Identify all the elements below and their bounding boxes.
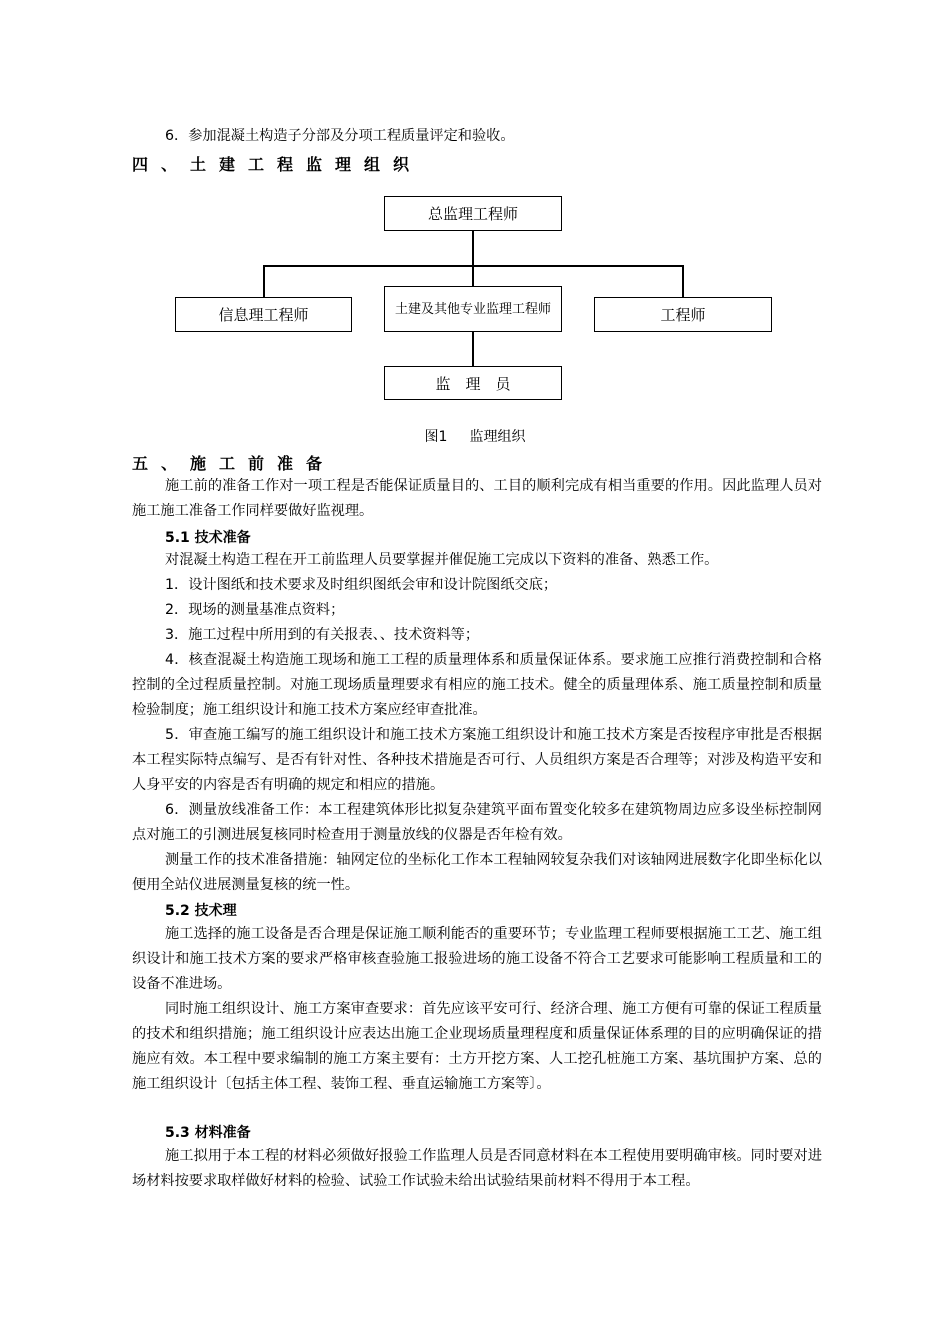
s51-item-6: 6．测量放线准备工作：本工程建筑体形比拟复杂建筑平面布置变化较多在建筑物周边应多设坐标控制网点对施工的引测进展复核同时检查用于测量放线的仪器是否年检有效。: [132, 802, 822, 843]
s52-paragraph-1: 施工选择的施工设备是否合理是保证施工顺利能否的重要环节；专业监理工程师要根据施工工艺、施工组织设计和施工技术方案的要求严格审核查验施工报验进场的施工设备不符合工艺要求可能影响工程质量和工的设备不准进场。: [132, 926, 822, 992]
s51-measurement-paragraph: 测量工作的技术准备措施：轴网定位的坐标化工作本工程轴网较复杂我们对该轴网进展数字化即坐标化以便用全站仪进展测量复核的统一性。: [132, 852, 822, 893]
s51-item-5: 5．审查施工编写的施工组织设计和施工技术方案施工组织设计和施工技术方案是否按程序审批是否根据本工程实际特点编写、是否有针对性、各种技术措施是否可行、人员组织方案是否合理等；对涉及构造平安和人身平安的内容是否有明确的规定和相应的措施。: [132, 727, 822, 793]
chart-connector: [682, 265, 684, 298]
subsection-5-1-heading: 5.1 技术准备: [165, 530, 251, 546]
s51-item-2: 2．现场的测量基准点资料；: [165, 602, 345, 618]
section-5-heading: 五、施工前准备: [132, 454, 336, 473]
s53-paragraph-1: 施工拟用于本工程的材料必须做好报验工作监理人员是否同意材料在本工程使用要明确审核。同时要对进场材料按要求取样做好材料的检验、试验工作试验未给出试验结果前材料不得用于本工程。: [132, 1148, 822, 1189]
top-list-item: 6．参加混凝土构造子分部及分项工程质量评定和验收。: [165, 128, 515, 144]
s51-item-4: 4．核查混凝土构造施工现场和施工工程的质量理体系和质量保证体系。要求施工应推行消费控制和合格控制的全过程质量控制。对施工现场质量理要求有相应的施工技术。健全的质量理体系、施工质量控制和质量检验制度；施工组织设计和施工技术方案应经审查批准。: [132, 652, 822, 718]
subsection-5-3-heading: 5.3 材料准备: [165, 1125, 251, 1141]
section-4-heading: 四、土建工程监理组织: [132, 155, 423, 174]
chart-connector: [472, 265, 474, 287]
org-node-center: 土建及其他专业监理工程师: [384, 286, 562, 332]
s51-item-3: 3．施工过程中所用到的有关报表、、技术资料等；: [165, 627, 480, 643]
org-node-chief: 总监理工程师: [384, 196, 562, 231]
figure-title: 监理组织: [469, 429, 526, 445]
chart-connector: [472, 230, 474, 266]
subsection-5-2-heading: 5.2 技术理: [165, 903, 237, 919]
org-node-bottom: 监 理 员: [384, 366, 562, 400]
org-node-left: 信息理工程师: [175, 297, 352, 332]
s52-paragraph-2: 同时施工组织设计、施工方案审查要求：首先应该平安可行、经济合理、施工方便有可靠的保证工程质量的技术和组织措施；施工组织设计应表达出施工企业现场质量理程度和质量保证体系理的目的应明确保证的措施应有效。本工程中要求编制的施工方案主要有：土方开挖方案、人工挖孔桩施工方案、基坑围护方案、总的施工组织设计〔包括主体工程、装饰工程、垂直运输施工方案等〕。: [132, 1001, 822, 1092]
chart-connector: [472, 331, 474, 368]
s51-lead: 对混凝土构造工程在开工前监理人员要掌握并催促施工完成以下资料的准备、熟悉工作。: [165, 552, 719, 568]
intro-paragraph: 施工前的准备工作对一项工程是否能保证质量目的、工目的顺利完成有相当重要的作用。因此监理人员对施工施工准备工作同样要做好监视理。: [132, 478, 822, 519]
org-node-right: 工程师: [594, 297, 772, 332]
figure-label: 图1: [424, 429, 448, 445]
chart-connector: [263, 265, 265, 298]
s51-item-1: 1．设计图纸和技术要求及时组织图纸会审和设计院图纸交底；: [165, 577, 558, 593]
figure-caption: [0, 426, 950, 446]
